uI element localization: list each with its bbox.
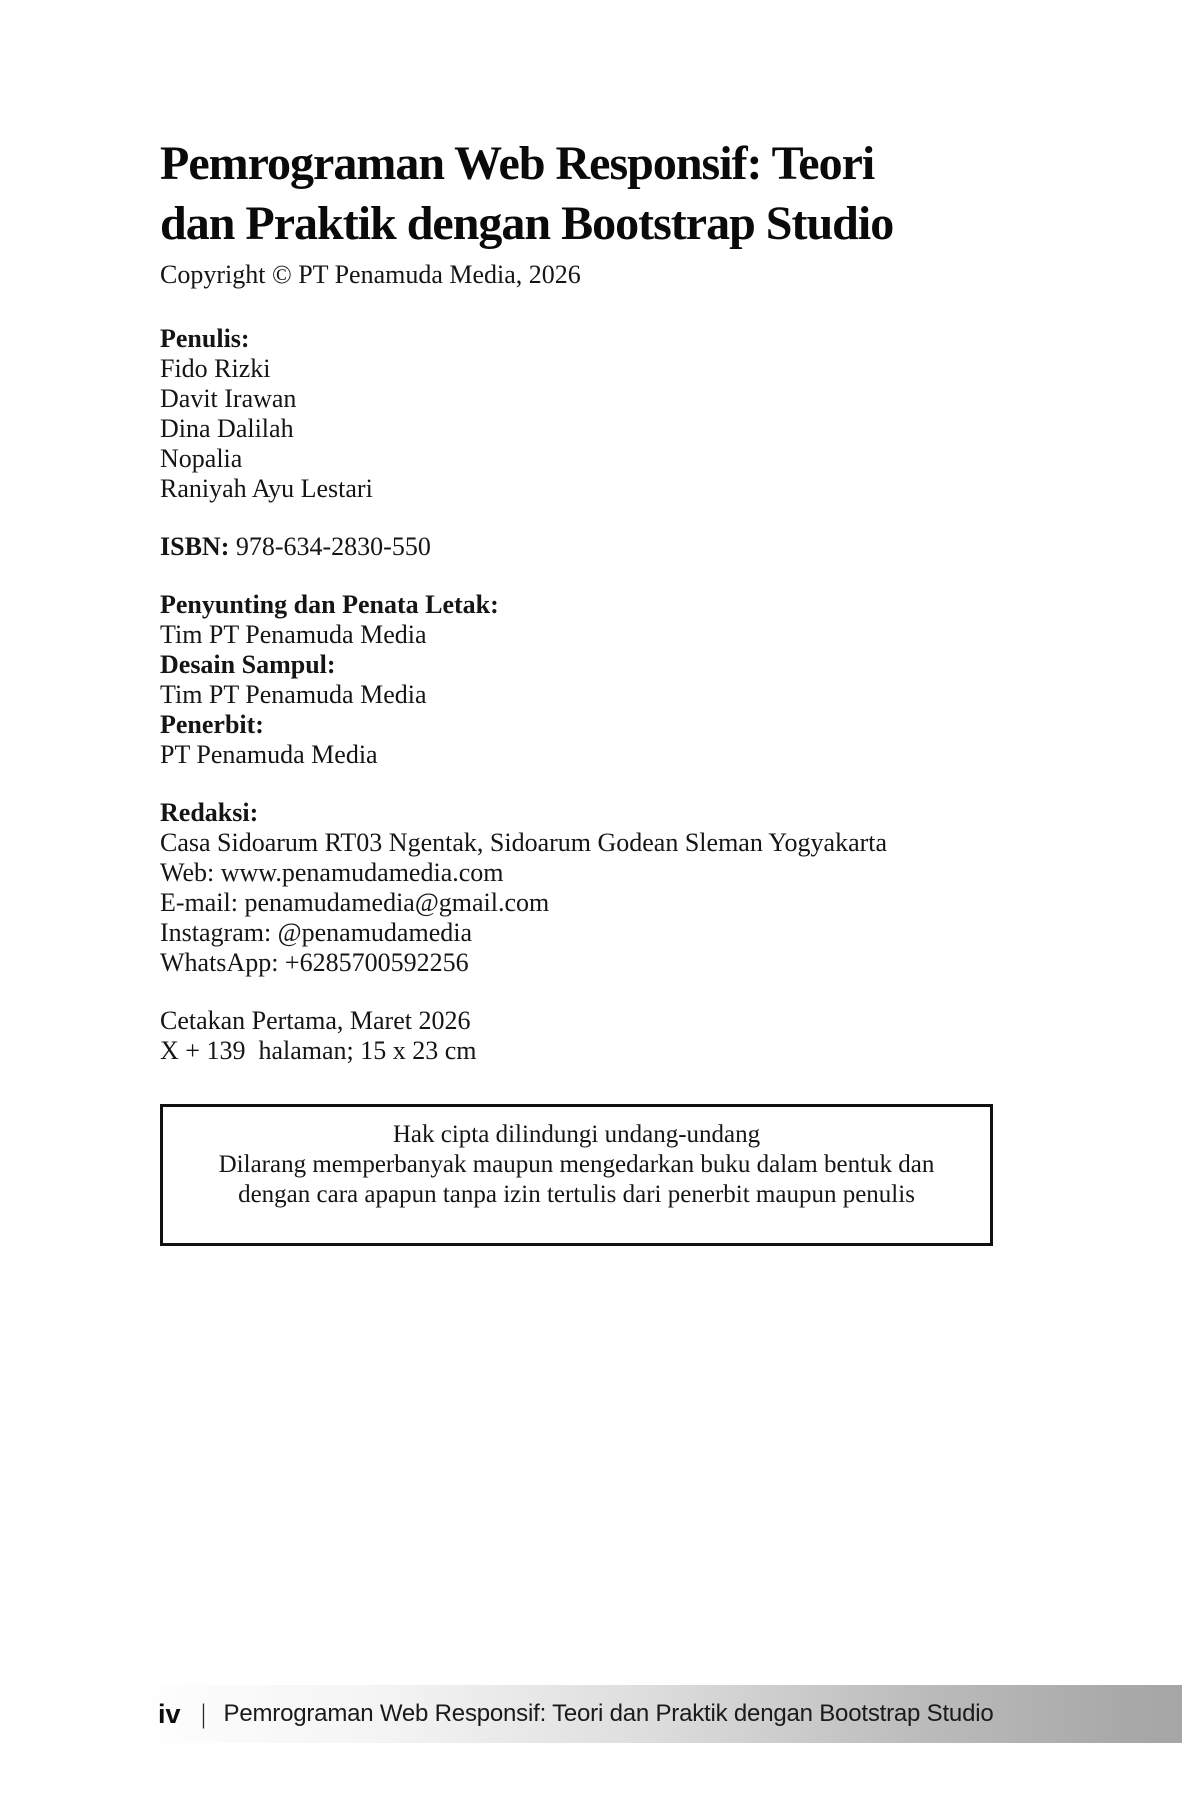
- authors-label: Penulis:: [160, 324, 250, 353]
- credit-label-publisher: Penerbit:: [160, 710, 264, 739]
- book-title-line-2: dan Praktik dengan Bootstrap Studio: [160, 197, 894, 250]
- page-content: [160, 134, 1052, 1246]
- footer-page-number: iv: [158, 1698, 181, 1729]
- redaksi-email: E-mail: penamudamedia@gmail.com: [160, 888, 550, 917]
- notice-line: Hak cipta dilindungi undang-undang: [392, 1121, 761, 1148]
- notice-line: Dilarang memperbanyak maupun mengedarkan buku dalam bentuk dan: [218, 1151, 935, 1178]
- credit-value-cover: Tim PT Penamuda Media: [160, 680, 427, 709]
- authors-section: [160, 324, 1052, 504]
- edition-section: [160, 1006, 1052, 1066]
- isbn-section: [160, 532, 1052, 562]
- author-name: Nopalia: [160, 444, 243, 473]
- book-title: [160, 134, 1052, 254]
- credit-label-editor: Penyunting dan Penata Letak:: [160, 590, 499, 619]
- footer-band: [121, 1685, 1182, 1743]
- credits-section: [160, 590, 1052, 770]
- credit-value-editor: Tim PT Penamuda Media: [160, 620, 427, 649]
- book-title-line-1: Pemrograman Web Responsif: Teori: [160, 137, 875, 190]
- footer-running-title: Pemrograman Web Responsif: Teori dan Praktik dengan Bootstrap Studio: [223, 1700, 994, 1727]
- copyright-notice-box: [160, 1104, 993, 1246]
- author-name: Raniyah Ayu Lestari: [160, 474, 373, 503]
- redaksi-label: Redaksi:: [160, 798, 259, 827]
- redaksi-instagram: Instagram: @penamudamedia: [160, 918, 472, 947]
- redaksi-address: Casa Sidoarum RT03 Ngentak, Sidoarum Godean Sleman Yogyakarta: [160, 828, 888, 857]
- edition-pages: X + 139 halaman; 15 x 23 cm: [160, 1036, 477, 1065]
- notice-line: dengan cara apapun tanpa izin tertulis dari penerbit maupun penulis: [238, 1181, 915, 1208]
- redaksi-web: Web: www.penamudamedia.com: [160, 858, 504, 887]
- redaksi-whatsapp: WhatsApp: +6285700592256: [160, 948, 469, 977]
- author-name: Davit Irawan: [160, 384, 297, 413]
- isbn-value: 978-634-2830-550: [235, 532, 431, 561]
- author-name: Fido Rizki: [160, 354, 271, 383]
- author-name: Dina Dalilah: [160, 414, 294, 443]
- isbn-label: ISBN:: [160, 532, 230, 561]
- edition-printing: Cetakan Pertama, Maret 2026: [160, 1006, 471, 1035]
- copyright-line: Copyright © PT Penamuda Media, 2026: [160, 260, 581, 289]
- redaksi-section: [160, 798, 1052, 978]
- credit-label-cover: Desain Sampul:: [160, 650, 336, 679]
- credit-value-publisher: PT Penamuda Media: [160, 740, 378, 769]
- footer-separator: |: [200, 1698, 206, 1729]
